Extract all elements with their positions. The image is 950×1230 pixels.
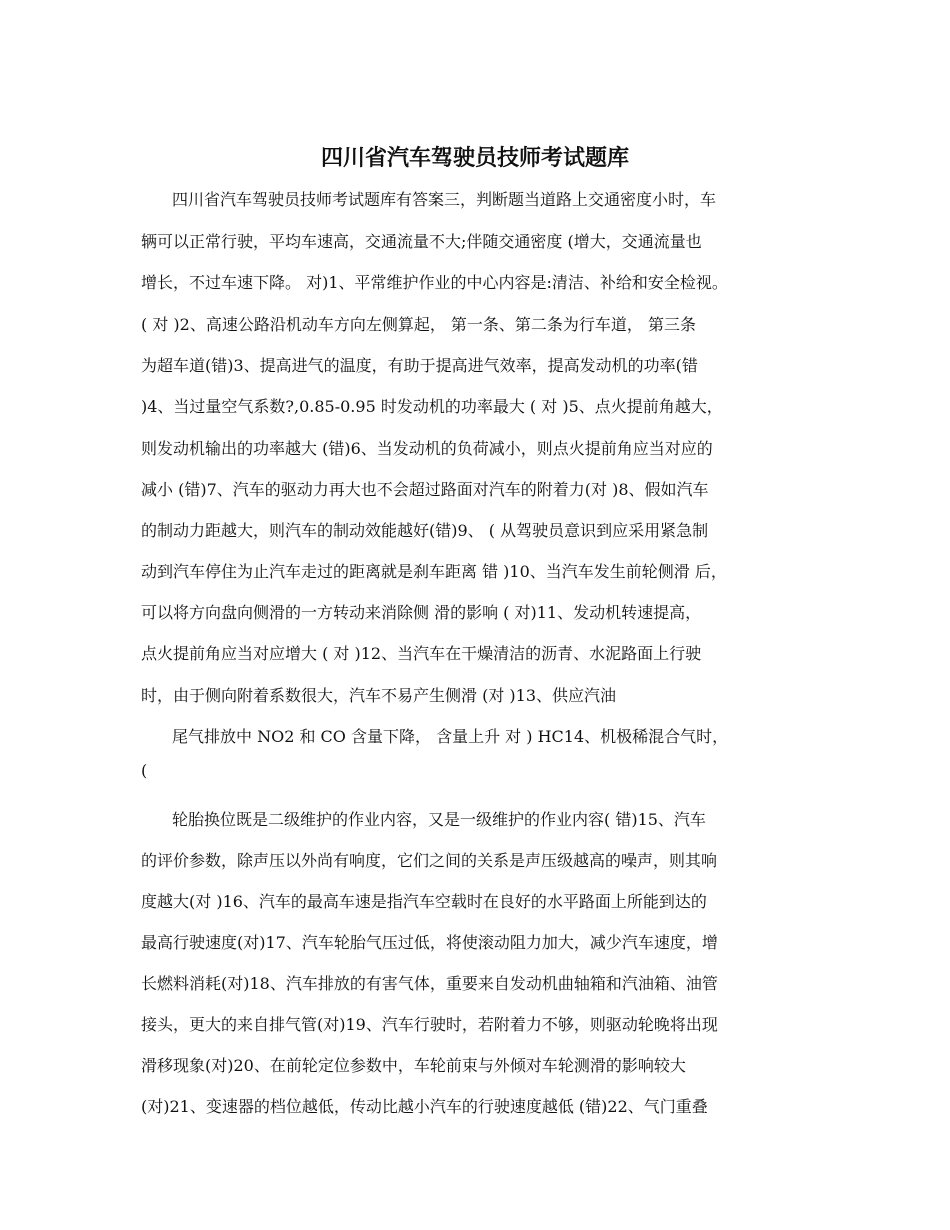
text-line: (对)21、变速器的档位越低，传动比越小汽车的行驶速度越低 (错)22、气门重叠 (141, 1097, 708, 1116)
text-line: 为超车道(错)3、提高进气的温度，有助于提高进气效率，提高发动机的功率(错 (141, 356, 698, 375)
text-line: ( (141, 761, 148, 780)
text-line: 辆可以正常行驶，平均车速高，交通流量不大;伴随交通密度 (增大，交通流量也 (141, 232, 702, 251)
text-line: 度越大(对 )16、汽车的最高车速是指汽车空载时在良好的水平路面上所能到达的 (141, 892, 707, 911)
text-line: 轮胎换位既是二级维护的作业内容，又是一级维护的作业内容( 错)15、汽车 (172, 810, 706, 829)
document-title: 四川省汽车驾驶员技师考试题库 (320, 145, 629, 171)
text-line: 四川省汽车驾驶员技师考试题库有答案三，判断题当道路上交通密度小时，车 (172, 190, 717, 209)
text-line: 滑移现象(对)20、在前轮定位参数中，车轮前束与外倾对车轮测滑的影响较大 (141, 1056, 686, 1075)
text-line: 时，由于侧向附着系数很大，汽车不易产生侧滑 (对 )13、供应汽油 (141, 686, 617, 705)
text-line: 接头，更大的来自排气管(对)19、汽车行驶时，若附着力不够，则驱动轮晚将出现 (141, 1015, 718, 1034)
text-line: )4、当过量空气系数?,0.85-0.95 时发动机的功率最大 ( 对 )5、点火提前角越大， (141, 397, 723, 416)
text-line: 长燃料消耗(对)18、汽车排放的有害气体，重要来自发动机曲轴箱和汽油箱、油管 (141, 974, 718, 993)
text-line: 最高行驶速度(对)17、汽车轮胎气压过低，将使滚动阻力加大，减少汽车速度，增 (141, 933, 718, 952)
text-line: 则发动机输出的功率越大 (错)6、当发动机的负荷减小，则点火提前角应当对应的 (141, 439, 713, 458)
text-line: 尾气排放中 NO2 和 CO 含量下降， 含量上升 对 ) HC14、机极稀混合气时， (172, 727, 729, 746)
text-line: 的制动力距越大，则汽车的制动效能越好(错)9、 ( 从驾驶员意识到应采用紧急制 (141, 521, 709, 540)
text-line: 点火提前角应当对应增大 ( 对 )12、当汽车在干燥清洁的沥青、水泥路面上行驶 (141, 644, 702, 663)
text-line: ( 对 )2、高速公路沿机动车方向左侧算起， 第一条、第二条为行车道， 第三条 (141, 315, 697, 334)
text-line: 的评价参数，除声压以外尚有响度，它们之间的关系是声压级越高的噪声，则其响 (141, 851, 718, 870)
text-line: 可以将方向盘向侧滑的一方转动来消除侧 滑的影响 ( 对)11、发动机转速提高， (141, 603, 702, 622)
text-line: 动到汽车停住为止汽车走过的距离就是刹车距离 错 )10、当汽车发生前轮侧滑 后， (141, 562, 727, 581)
text-line: 增长，不过车速下降。 对)1、平常维护作业的中心内容是:清洁、补给和安全检视。 (141, 273, 728, 292)
text-line: 减小 (错)7、汽车的驱动力再大也不会超过路面对汽车的附着力(对 )8、假如汽车 (141, 480, 709, 499)
